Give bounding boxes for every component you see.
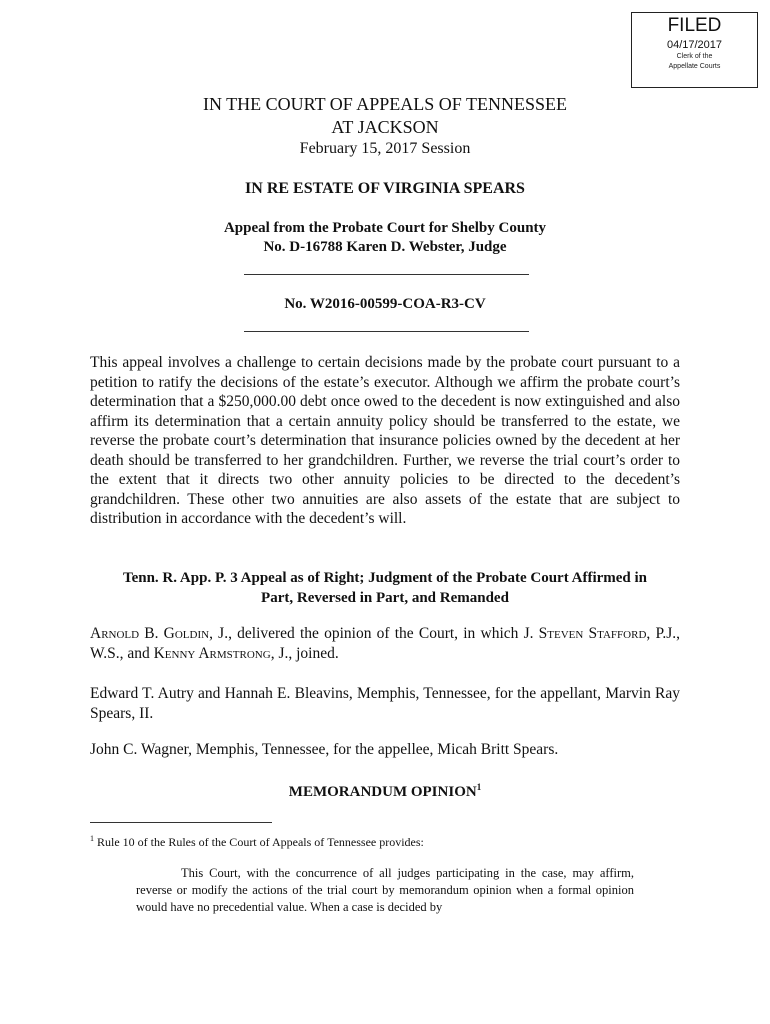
footnote-mark: 1 <box>90 834 94 843</box>
counsel-appellant: Edward T. Autry and Hannah E. Bleavins, Memphis, Tennessee, for the appellant, Marvin Ray Spears, II. <box>90 685 680 722</box>
footnote-divider <box>90 822 272 823</box>
disposition-line-2: Part, Reversed in Part, and Remanded <box>261 590 509 606</box>
counsel-appellee: John C. Wagner, Memphis, Tennessee, for the appellee, Micah Britt Spears. <box>90 741 559 758</box>
stamp-title: FILED <box>667 15 722 36</box>
memorandum-opinion-heading <box>0 778 770 801</box>
stamp-courts-line: Appellate Courts <box>668 63 721 70</box>
court-location: AT JACKSON <box>331 117 439 137</box>
joining-judge-2-role: , J., joined. <box>270 644 339 662</box>
divider-bottom <box>244 331 529 332</box>
opinion-authorship <box>90 624 680 663</box>
author-name: Arnold B. Goldin <box>90 625 210 642</box>
joining-judge-1: J. Steven Stafford <box>523 625 647 642</box>
divider-top <box>244 274 529 275</box>
stamp-date: 04/17/2017 <box>666 39 723 51</box>
footnote-text: Rule 10 of the Rules of the Court of Appeals of Tennessee provides: <box>94 835 424 849</box>
joining-judge-2: Kenny Armstrong <box>153 644 271 662</box>
memo-title: MEMORANDUM OPINION <box>288 784 477 800</box>
footnote <box>90 832 680 849</box>
footnote-reference[interactable]: 1 <box>476 782 482 792</box>
joining-judge-1-role: , P.J., W.S., and <box>90 625 681 662</box>
case-summary: This appeal involves a challenge to certain decisions made by the probate court pursuant to a petition to ratify the decisions of the estate’s executor. Although we affirm the probate court’s determination that a $250,000.00 debt once owed to the decedent is now extinguished and also affirm its determination that a certain annuity policy should be transferred to the estate, we reverse the probate court’s determination that insurance policies owned by the decedent at her death should be transferred to her grandchildren. Further, we reverse the trial court’s order to the extent that it directs two other annuity policies to be directed to the decedent’s grandchildren. These other two annuities are also assets of the estate that are subject to distribution in accordance with the decedent’s will. <box>90 354 680 527</box>
footnote-quote: This Court, with the concurrence of all judges participating in the case, may affirm, reverse or modify the actions of the trial court by memorandum opinion when a formal opinion would have no precedential value. When a case is decided by <box>136 866 634 914</box>
appeal-source: Appeal from the Probate Court for Shelby County <box>223 220 547 236</box>
disposition-line-1: Tenn. R. App. P. 3 Appeal as of Right; Judgment of the Probate Court Affirmed in <box>122 570 648 586</box>
trial-docket-judge: No. D-16788 Karen D. Webster, Judge <box>263 239 507 255</box>
court-name: IN THE COURT OF APPEALS OF TENNESSEE <box>203 94 567 114</box>
filed-stamp <box>631 12 758 88</box>
session-date: February 15, 2017 Session <box>299 140 471 157</box>
case-title: IN RE ESTATE OF VIRGINIA SPEARS <box>245 180 525 197</box>
appellate-docket-number: No. W2016-00599-COA-R3-CV <box>284 296 486 312</box>
author-role: , J., delivered the opinion of the Court, in which <box>209 625 524 642</box>
stamp-clerk-line: Clerk of the <box>676 53 713 60</box>
disposition <box>90 568 680 608</box>
